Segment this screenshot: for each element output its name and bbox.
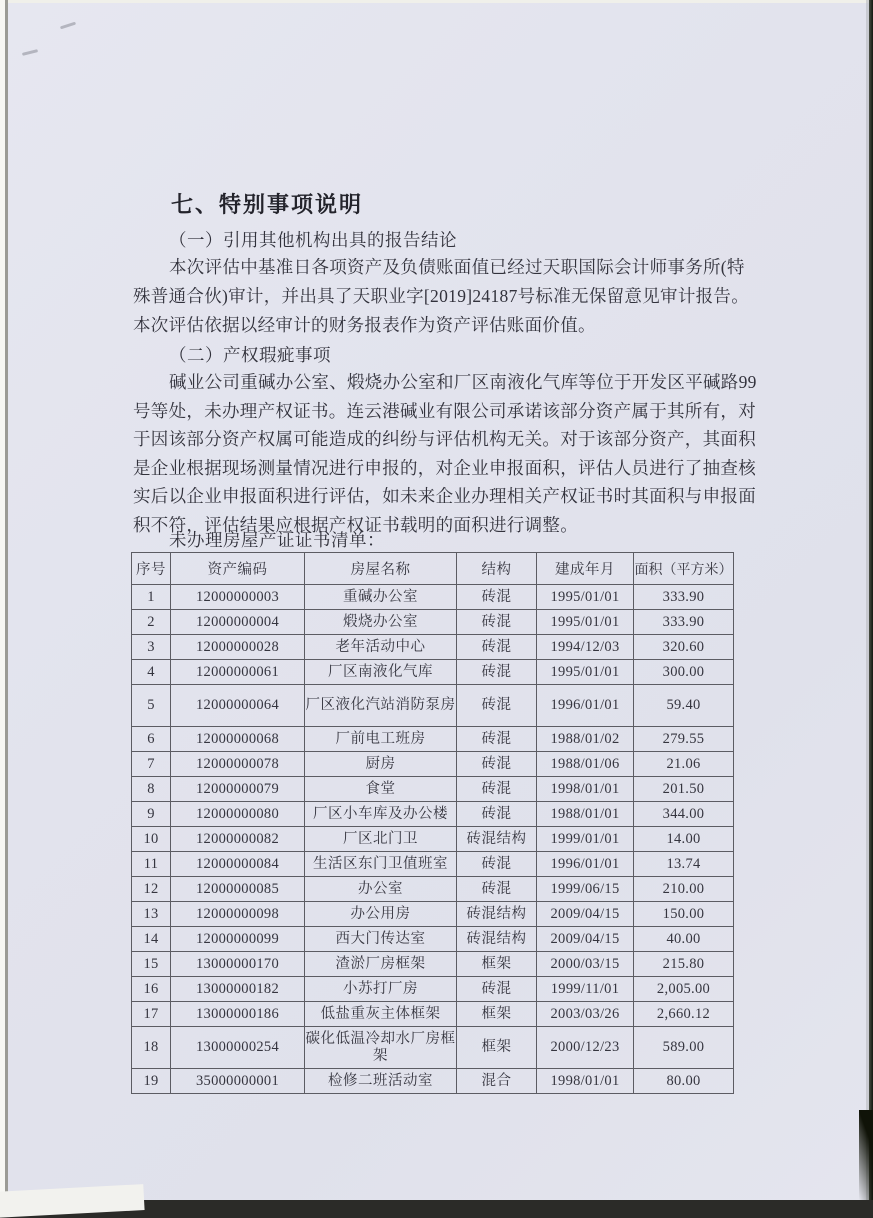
table-cell: 砖混 xyxy=(457,660,537,685)
column-header: 结构 xyxy=(457,553,537,585)
table-cell: 2,660.12 xyxy=(634,1002,734,1027)
table-cell: 砖混 xyxy=(457,685,537,727)
table-cell: 1 xyxy=(132,585,171,610)
table-row xyxy=(132,927,734,952)
table-cell: 1998/01/01 xyxy=(537,1069,634,1094)
table-cell: 6 xyxy=(132,727,171,752)
table-header xyxy=(132,553,734,585)
table-cell: 重碱办公室 xyxy=(305,585,457,610)
table-row xyxy=(132,977,734,1002)
table-cell: 1999/11/01 xyxy=(537,977,634,1002)
table-cell: 1999/06/15 xyxy=(537,877,634,902)
table-cell: 12000000098 xyxy=(171,902,305,927)
table-cell: 80.00 xyxy=(634,1069,734,1094)
table-cell: 13000000186 xyxy=(171,1002,305,1027)
table-cell: 14 xyxy=(132,927,171,952)
table-cell: 215.80 xyxy=(634,952,734,977)
paragraph-line: 积不符，评估结果应根据产权证书载明的面积进行调整。 xyxy=(133,514,578,535)
table-cell: 框架 xyxy=(457,1027,537,1069)
table-cell: 13 xyxy=(132,902,171,927)
table-cell: 3 xyxy=(132,635,171,660)
table-cell: 12 xyxy=(132,877,171,902)
table-cell: 13.74 xyxy=(634,852,734,877)
table-cell: 8 xyxy=(132,777,171,802)
table-cell: 低盐重灰主体框架 xyxy=(305,1002,457,1027)
column-header: 序号 xyxy=(132,553,171,585)
table-row xyxy=(132,685,734,727)
table-cell: 344.00 xyxy=(634,802,734,827)
table-cell: 1998/01/01 xyxy=(537,777,634,802)
table-cell: 17 xyxy=(132,1002,171,1027)
table-cell: 12000000061 xyxy=(171,660,305,685)
table-cell: 12000000099 xyxy=(171,927,305,952)
table-cell: 201.50 xyxy=(634,777,734,802)
table-cell: 2009/04/15 xyxy=(537,927,634,952)
table-cell: 2 xyxy=(132,610,171,635)
table-cell: 1995/01/01 xyxy=(537,585,634,610)
unregistered-property-table xyxy=(131,552,734,1094)
table-cell: 1988/01/01 xyxy=(537,802,634,827)
paragraph-line: 碱业公司重碱办公室、煅烧办公室和厂区南液化气库等位于开发区平碱路99 xyxy=(169,372,757,392)
table-cell: 333.90 xyxy=(634,610,734,635)
table-cell: 砖混结构 xyxy=(457,827,537,852)
table-cell: 59.40 xyxy=(634,685,734,727)
table-cell: 砖混结构 xyxy=(457,902,537,927)
table-cell: 砖混结构 xyxy=(457,927,537,952)
paragraph-line: 殊普通合伙)审计，并出具了天职业字[2019]24187号标准无保留意见审计报告。 xyxy=(133,286,750,306)
section1-heading: （一）引用其他机构出具的报告结论 xyxy=(169,230,457,250)
table-cell: 12000000082 xyxy=(171,827,305,852)
table-cell: 11 xyxy=(132,852,171,877)
table-cell: 1999/01/01 xyxy=(537,827,634,852)
table-row xyxy=(132,752,734,777)
table-cell: 砖混 xyxy=(457,752,537,777)
table-cell: 2000/12/23 xyxy=(537,1027,634,1069)
paragraph-line: 本次评估中基准日各项资产及负债账面值已经过天职国际会计师事务所(特 xyxy=(169,257,745,277)
table-cell: 砖混 xyxy=(457,852,537,877)
table-row xyxy=(132,610,734,635)
table-cell: 19 xyxy=(132,1069,171,1094)
table-cell: 2,005.00 xyxy=(634,977,734,1002)
table-cell: 砖混 xyxy=(457,635,537,660)
table-cell: 混合 xyxy=(457,1069,537,1094)
paragraph-line: 号等处，未办理产权证书。连云港碱业有限公司承诺该部分资产属于其所有，对 xyxy=(133,400,756,421)
table-cell: 1996/01/01 xyxy=(537,852,634,877)
table-header-row xyxy=(132,553,734,585)
table-row xyxy=(132,952,734,977)
table-cell: 10 xyxy=(132,827,171,852)
table-cell: 厂前电工班房 xyxy=(305,727,457,752)
table-cell: 厨房 xyxy=(305,752,457,777)
paragraph-line: 是企业根据现场测量情况进行申报的，对企业申报面积，评估人员进行了抽查核 xyxy=(133,457,756,478)
table-cell: 300.00 xyxy=(634,660,734,685)
table-cell: 12000000068 xyxy=(171,727,305,752)
table-cell: 333.90 xyxy=(634,585,734,610)
table-cell: 厂区液化汽站消防泵房 xyxy=(305,685,457,727)
table-cell: 13000000170 xyxy=(171,952,305,977)
table-cell: 1988/01/06 xyxy=(537,752,634,777)
table-cell: 生活区东门卫值班室 xyxy=(305,852,457,877)
column-header: 资产编码 xyxy=(171,553,305,585)
table-row xyxy=(132,902,734,927)
table-cell: 办公用房 xyxy=(305,902,457,927)
table-cell: 砖混 xyxy=(457,877,537,902)
scan-edge-left-line xyxy=(5,0,8,1200)
table-cell: 厂区小车库及办公楼 xyxy=(305,802,457,827)
scan-corner-bottom-right xyxy=(859,1110,873,1200)
table-cell: 小苏打厂房 xyxy=(305,977,457,1002)
table-cell: 办公室 xyxy=(305,877,457,902)
table-cell: 12000000003 xyxy=(171,585,305,610)
table-row xyxy=(132,777,734,802)
table-cell: 砖混 xyxy=(457,802,537,827)
table-cell: 2000/03/15 xyxy=(537,952,634,977)
table-cell: 210.00 xyxy=(634,877,734,902)
table-cell: 5 xyxy=(132,685,171,727)
table-cell: 砖混 xyxy=(457,610,537,635)
table-cell: 12000000084 xyxy=(171,852,305,877)
paragraph-audit xyxy=(133,255,753,342)
table-cell: 2003/03/26 xyxy=(537,1002,634,1027)
table-cell: 框架 xyxy=(457,952,537,977)
paragraph-property-defects xyxy=(133,370,757,541)
table-cell: 厂区北门卫 xyxy=(305,827,457,852)
table-body xyxy=(132,585,734,1094)
table-cell: 12000000080 xyxy=(171,802,305,827)
page-title: 七、特别事项说明 xyxy=(171,192,364,217)
scan-edge-top xyxy=(0,0,873,3)
table-row xyxy=(132,827,734,852)
paragraph-line: 于因该部分资产权属可能造成的纠纷与评估机构无关。对于该部分资产，其面积 xyxy=(133,429,756,449)
table-cell: 35000000001 xyxy=(171,1069,305,1094)
table-cell: 12000000028 xyxy=(171,635,305,660)
table-cell: 老年活动中心 xyxy=(305,635,457,660)
table-cell: 碳化低温冷却水厂房框架 xyxy=(305,1027,457,1069)
table-row xyxy=(132,635,734,660)
table-cell: 16 xyxy=(132,977,171,1002)
table-cell: 13000000182 xyxy=(171,977,305,1002)
scan-edge-right xyxy=(869,0,873,1200)
table-cell: 1995/01/01 xyxy=(537,660,634,685)
table-cell: 砖混 xyxy=(457,977,537,1002)
table-cell: 12000000085 xyxy=(171,877,305,902)
table-row xyxy=(132,1002,734,1027)
table-row xyxy=(132,727,734,752)
table-cell: 1995/01/01 xyxy=(537,610,634,635)
table-cell: 煅烧办公室 xyxy=(305,610,457,635)
table-cell: 12000000064 xyxy=(171,685,305,727)
table-cell: 4 xyxy=(132,660,171,685)
paragraph-line: 实后以企业申报面积进行评估，如未来企业办理相关产权证书时其面积与申报面 xyxy=(133,486,756,506)
table-row xyxy=(132,877,734,902)
table-row xyxy=(132,852,734,877)
table-cell: 589.00 xyxy=(634,1027,734,1069)
column-header: 建成年月 xyxy=(537,553,634,585)
table-cell: 砖混 xyxy=(457,727,537,752)
table-cell: 21.06 xyxy=(634,752,734,777)
paragraph-line: 本次评估依据以经审计的财务报表作为资产评估账面价值。 xyxy=(133,315,596,335)
table-row xyxy=(132,1027,734,1069)
table-cell: 15 xyxy=(132,952,171,977)
table-cell: 西大门传达室 xyxy=(305,927,457,952)
section2-heading: （二）产权瑕疵事项 xyxy=(169,345,331,365)
table-cell: 1994/12/03 xyxy=(537,635,634,660)
table-cell: 砖混 xyxy=(457,777,537,802)
table-row xyxy=(132,585,734,610)
table-cell: 1988/01/02 xyxy=(537,727,634,752)
table-cell: 13000000254 xyxy=(171,1027,305,1069)
table-row xyxy=(132,1069,734,1094)
table-cell: 1996/01/01 xyxy=(537,685,634,727)
table-cell: 12000000004 xyxy=(171,610,305,635)
column-header: 房屋名称 xyxy=(305,553,457,585)
table-caption: 未办理房屋产证证书清单： xyxy=(169,530,385,550)
table-cell: 2009/04/15 xyxy=(537,902,634,927)
table-cell: 厂区南液化气库 xyxy=(305,660,457,685)
table-cell: 150.00 xyxy=(634,902,734,927)
table-cell: 框架 xyxy=(457,1002,537,1027)
table-cell: 7 xyxy=(132,752,171,777)
table-row xyxy=(132,660,734,685)
table-cell: 砖混 xyxy=(457,585,537,610)
table-cell: 14.00 xyxy=(634,827,734,852)
table-cell: 9 xyxy=(132,802,171,827)
table-cell: 12000000078 xyxy=(171,752,305,777)
table-cell: 18 xyxy=(132,1027,171,1069)
table-cell: 12000000079 xyxy=(171,777,305,802)
table-cell: 检修二班活动室 xyxy=(305,1069,457,1094)
table-cell: 渣淤厂房框架 xyxy=(305,952,457,977)
table-cell: 食堂 xyxy=(305,777,457,802)
table-cell: 40.00 xyxy=(634,927,734,952)
table-cell: 279.55 xyxy=(634,727,734,752)
table-row xyxy=(132,802,734,827)
table-cell: 320.60 xyxy=(634,635,734,660)
column-header: 面积（平方米） xyxy=(634,553,734,585)
